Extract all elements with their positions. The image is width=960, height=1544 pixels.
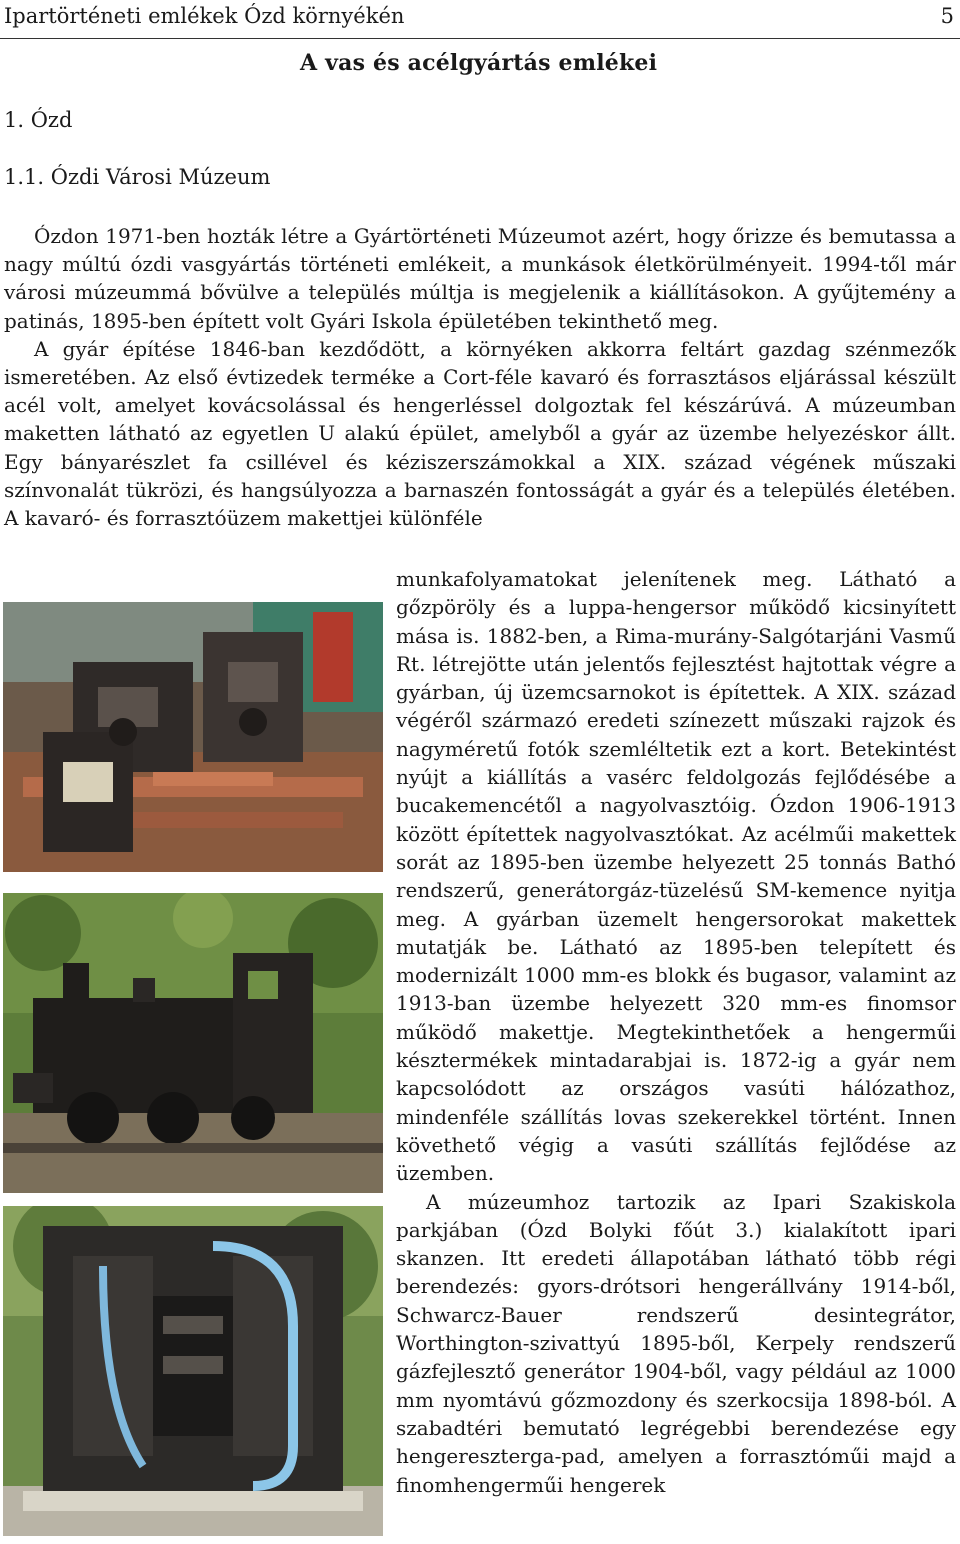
subsection-heading: 1.1. Ózdi Városi Múzeum <box>4 165 271 189</box>
running-header <box>4 4 956 34</box>
chapter-title: A vas és acélgyártás emlékei <box>300 50 658 76</box>
photo-steam-locomotive <box>3 893 383 1193</box>
section-heading: 1. Ózd <box>4 108 73 132</box>
paragraph: A gyár építése 1846-ban kezdődött, a környéken akkorra feltárt gazdag szénmezők ismeretében. Az első évtizedek terméke a Cort-féle kavaró és forrasztásos eljárással készült acél volt, amelyet kovácsolással és hengerléssel dolgoztak fel készárúvá. A múzeumban maketten látható az egyetlen U alakú épület, amelyből a gyár az üzembe helyezéskor állt. Egy bányarészlet fa csillével és kéziszerszámokkal a XIX. század végének műszaki színvonalát tükrözi, és hangsúlyozza a barnaszén fontosságát a gyár és a település életében. A kavaró- és forrasztóüzem makettjei különféle <box>4 336 956 531</box>
photo-rolling-mill-models <box>3 602 383 872</box>
full-width-text <box>4 222 956 532</box>
paragraph: A múzeumhoz tartozik az Ipari Szakiskola parkjában (Ózd Bolyki főút 3.) kialakított ipari skanzen. Itt eredeti állapotában látható több régi berendezés: gyors-drótsori hengerállvány 1914-ből, Schwarcz-Bauer rendszerű desintegrátor, Worthington-szivattyú 1895-ből, Kerpely rendszerű gázfejlesztő generátor 1904-ből, vagy például az 1000 mm nyomtávú gőzmozdony és szerkocsija 1898-ból. A szabadtéri bemutató legrégebbi berendezése egy hengereszterga-pad, amelyen a forrasztóműi majd a finomhengerműi hengerek <box>396 1189 956 1497</box>
page-number: 5 <box>940 4 954 28</box>
paragraph: Ózdon 1971-ben hozták létre a Gyártörténeti Múzeumot azért, hogy őrizze és bemutassa a nagy múltú ózdi vasgyártás történeti emlékeit, a munkások életkörülményeit. 1994-től már városi múzeummá bővülve a település múltja is megjelenik a kiállításokon. A gyűjtemény a patinás, 1895-ben épített volt Gyári Iskola épületében tekinthető meg. <box>4 224 956 333</box>
header-rule <box>0 38 960 39</box>
paragraph: munkafolyamatokat jelenítenek meg. Látható a gőzpöröly és a luppa-hengersor működő kicsinyített mása is. 1882-ben, a Rima-murány-Salgótarjáni Vasmű Rt. létrejötte után jelentős fejlesztést hajtottak végre a gyárban, új üzemcsarnokot is építettek. A XIX. század végéről származó eredeti színezett műszaki rajzok és nagyméretű fotók szemléltetik ezt a kort. Betekintést nyújt a kiállítás a vasérc feldolgozás fejlődésébe a bucakemencétől a nagyolvasztóig. Ózdon 1906-1913 között építettek nagyolvasztókat. Az acélműi makettek sorát az 1895-ben üzembe helyezett 25 tonnás Bathó rendszerű, generátorgáz-tüzelésű SM-kemence nyitja meg. A gyárban üzemelt hengersorokat makettek mutatják be. Látható az 1895-ben telepített és modernizált 1000 mm-es blokk és bugasor, valamint az 1913-ban üzembe helyezett 320 mm-es finomsor működő makettje. Megtekinthetőek a hengerműi késztermékek mintadarabjai is. 1872-ig a gyár nem kapcsolódott az országos vasúti hálózathoz, mindenféle szállítás lovas szekerekkel történt. Innen követhető végig a vasúti szállítás fejlődése az üzemben. <box>396 567 956 1186</box>
photo-rolling-mill-models-image <box>3 602 383 872</box>
photo-rolling-stand-image <box>3 1206 383 1536</box>
running-header-title: Ipartörténeti emlékek Ózd környékén <box>4 4 405 28</box>
column-text <box>396 565 956 1499</box>
photo-rolling-stand <box>3 1206 383 1536</box>
photo-steam-locomotive-image <box>3 893 383 1193</box>
